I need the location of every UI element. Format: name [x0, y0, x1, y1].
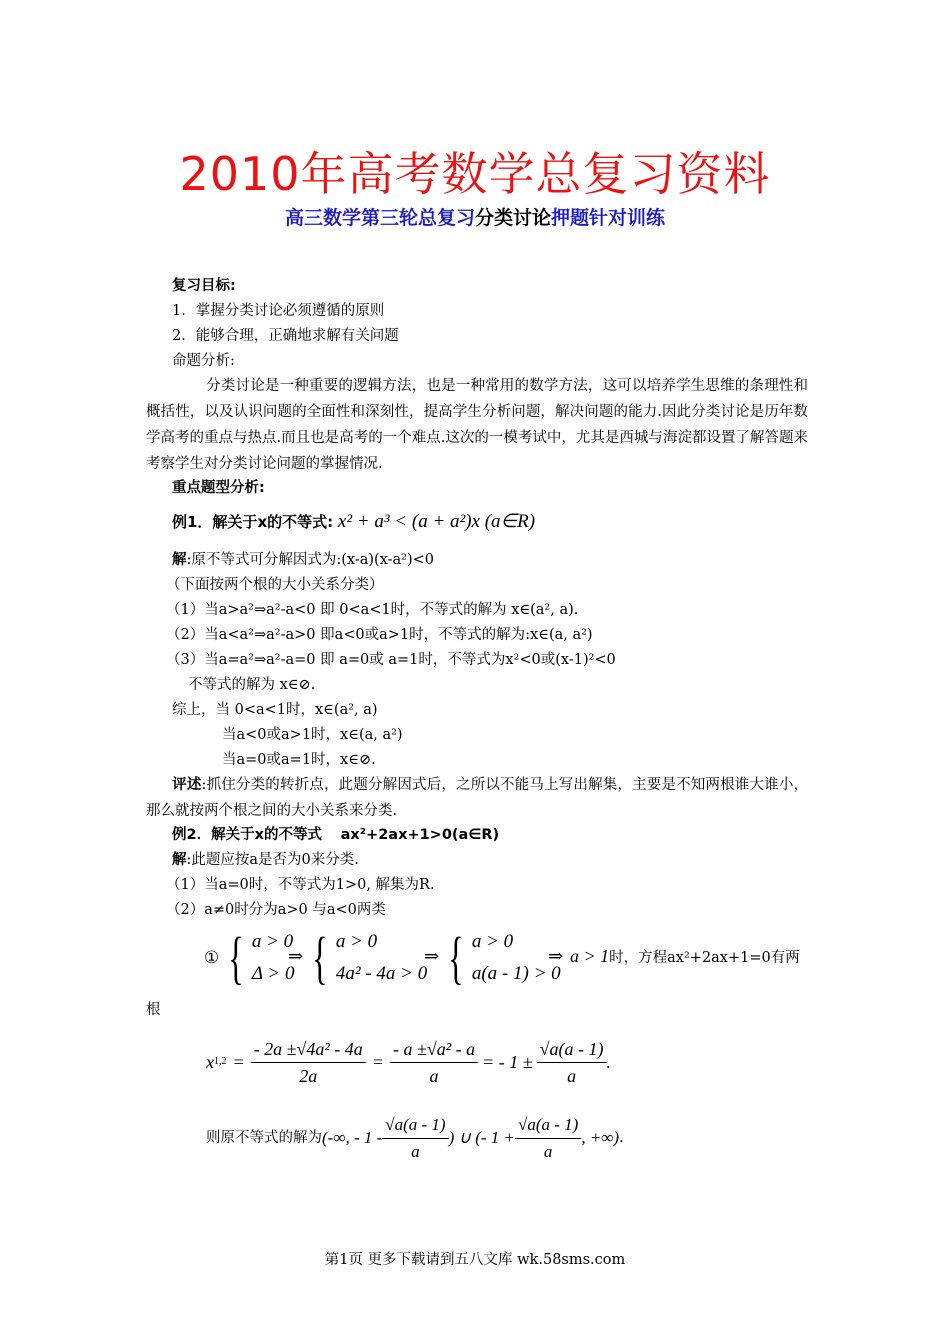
subtitle-part3: 押题针对训练 — [551, 207, 666, 229]
final-fraction-1: $\frac{√a(a - 1)}{a}$ — [382, 1115, 448, 1162]
goal-item-2: 2．能够合理，正确地求解有关问题 — [172, 328, 399, 344]
system-result: a > 1时，方程ax²+2ax+1=0有两 — [570, 946, 800, 966]
final-fraction-2: $\frac{√a(a - 1)}{a}$ — [515, 1115, 581, 1162]
example2-formula: ax²+2ax+1>0(a∈R) — [340, 827, 500, 843]
example1-summary1: 综上，当 0<a<1时，x∈(a², a) — [172, 702, 378, 718]
implies-arrow-2: ⇒ — [424, 946, 440, 967]
subtitle-part2: 分类讨论 — [474, 207, 551, 229]
system-3: { a > 0 a(a - 1) > 0 — [448, 925, 561, 990]
roots-fraction-1: $\frac{\text{- 2a ±√4a² - 4a}}{2a}$ — [251, 1039, 366, 1086]
document-title — [0, 138, 950, 204]
root-word: 根 — [146, 1002, 161, 1018]
example2-case2: （2）a≠0时分为a>0 与a<0两类 — [166, 902, 386, 918]
example1-note: （下面按两个根的大小关系分类） — [166, 577, 384, 593]
goals-heading: 复习目标: — [172, 278, 236, 294]
circle-one-marker: ① — [204, 948, 220, 968]
implies-arrow-1: ⇒ — [288, 946, 304, 967]
example1-case1: （1）当a>a²⇒a²-a<0 即 0<a<1时，不等式的解为 x∈(a², a). — [166, 602, 579, 618]
subtitle-part1: 高三数学第三轮总复习 — [284, 207, 475, 229]
example1-case2: （2）当a<a²⇒a²-a>0 即a<0或a>1时，不等式的解为:x∈(a, a²) — [166, 627, 593, 643]
title-text: 2010年高考数学总复习资料 — [179, 147, 771, 201]
example1-summary3: 当a=0或a=1时，x∈⊘. — [222, 752, 376, 768]
analysis-heading: 命题分析: — [172, 353, 235, 369]
example1-formula: x² + a³ < (a + a²)x (a∈R) — [337, 511, 536, 532]
example2-case1: （1）当a=0时，不等式为1>0, 解集为R. — [166, 877, 435, 893]
roots-fraction-2: $\frac{\text{- a ±√a² - a}}{a}$ — [390, 1039, 478, 1086]
roots-fraction-3: $\frac{√a(a - 1)}{a}$ — [537, 1039, 607, 1086]
final-solution: 则原不等式的解为 (-∞, - 1 - $\frac{√a(a - 1)}{a}$ ) ∪ (- 1 + $\frac{√a(a - 1)}{a}$ , +∞) . — [206, 1114, 624, 1161]
example1-case3b: 不等式的解为 x∈⊘. — [188, 677, 316, 693]
example1-label: 例1．解关于x的不等式: — [172, 513, 334, 531]
system-2: { a > 0 4a² - 4a > 0 — [312, 925, 428, 990]
example1-review: 评述:抓住分类的转折点，此题分解因式后，之所以不能马上写出解集，主要是不知两根谁大谁小，那么就按两个根之间的大小关系来分类. — [146, 777, 809, 819]
roots-formula: x 1,2 = $\frac{\text{- 2a ±√4a² - 4a}}{2a}$ = $\frac{\text{- a ±√a² - a}}{a}$ = - 1 ± $\frac{√a(a - 1)}{a}$ . — [206, 1038, 612, 1086]
example1-solution: 解:原不等式可分解因式为:(x-a)(x-a²)<0 — [172, 552, 435, 568]
analysis-text: 分类讨论是一种重要的逻辑方法，也是一种常用的数学方法，这可以培养学生思维的条理性和概括性，以及认识问题的全面性和深刻性，提高学生分析问题，解决问题的能力.因此分类讨论是历年数学高考的重点与热点.而且也是高考的一个难点.这次的一模考试中，尤其是西城与海淀都设置了解答题来考察学生对分类讨论问题的掌握情况. — [146, 378, 808, 472]
goal-item-1: 1．掌握分类讨论必须遵循的原则 — [172, 303, 385, 319]
example1-case3: （3）当a=a²⇒a²-a=0 即 a=0或 a=1时，不等式为x²<0或(x-1)²<0 — [166, 652, 616, 668]
example2-label: 例2．解关于x的不等式 — [172, 827, 322, 843]
key-heading: 重点题型分析: — [172, 480, 265, 496]
example1-summary2: 当a<0或a>1时，x∈(a, a²) — [222, 727, 403, 743]
system-1: { a > 0 Δ > 0 — [228, 925, 295, 990]
example1-statement — [172, 510, 535, 533]
example2-solution: 解:此题应按a是否为0来分类. — [172, 852, 359, 868]
analysis-paragraph — [146, 373, 808, 477]
document-subtitle — [0, 203, 950, 230]
example2-statement — [172, 825, 499, 845]
page-footer: 第1页 更多下载请到五八文库 wk.58sms.com — [324, 1252, 626, 1268]
implies-arrow-3: ⇒ — [548, 946, 564, 967]
